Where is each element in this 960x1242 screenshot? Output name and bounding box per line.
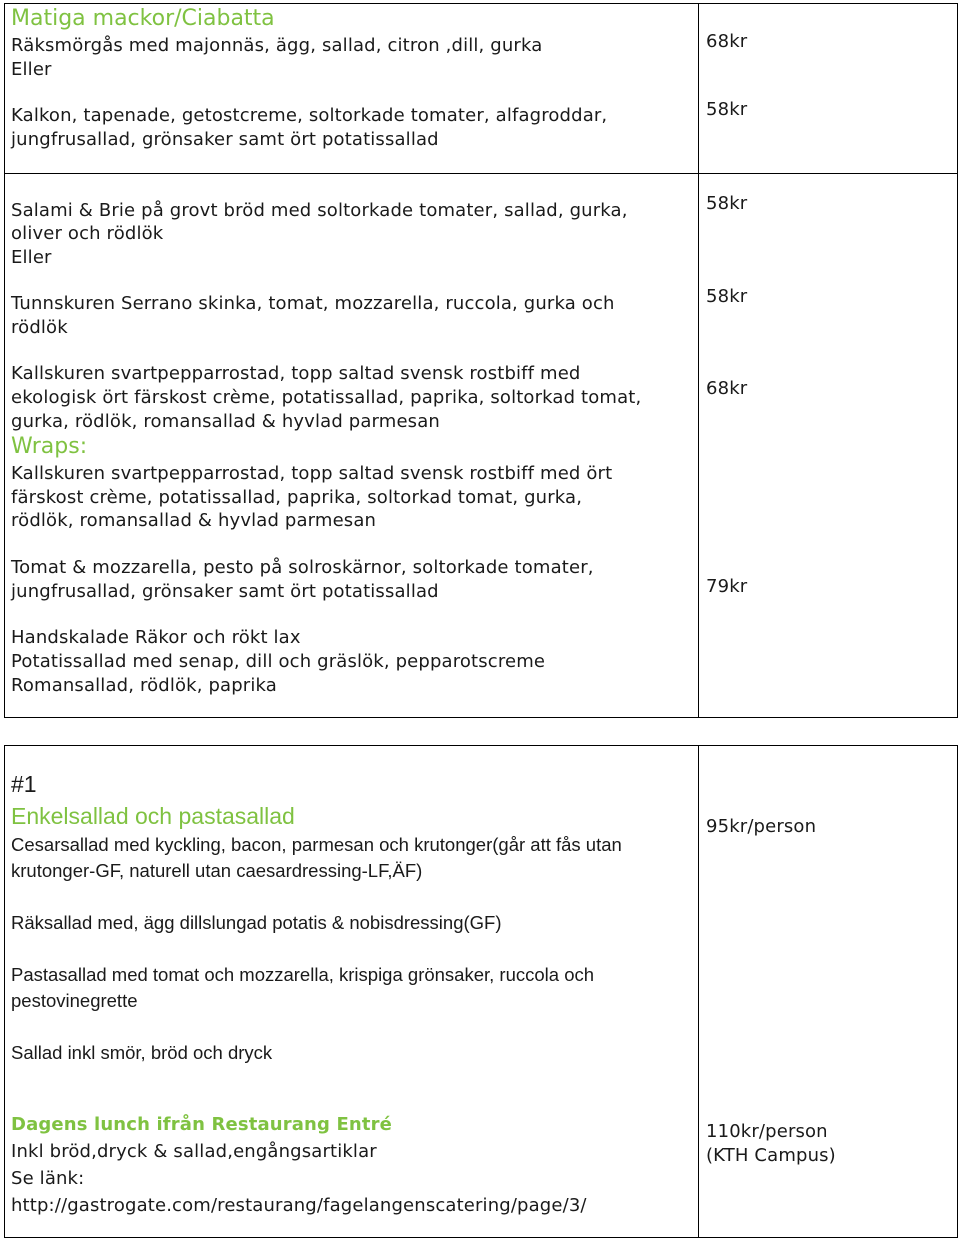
- table1-border-top: [4, 3, 958, 4]
- lunch-link[interactable]: http://gastrogate.com/restaurang/fagelangenscatering/page/3/: [11, 1195, 587, 1216]
- menu-item-line: Sallad inkl smör, bröd och dryck: [11, 1042, 273, 1063]
- menu-item-line: Kallskuren svartpepparrostad, topp saltad svensk rostbiff med: [11, 363, 581, 384]
- menu-item-line: Potatissallad med senap, dill och gräslök, pepparotscreme: [11, 651, 546, 672]
- menu-item-line: krutonger-GF, naturell utan caesardressing-LF,ÄF): [11, 860, 423, 881]
- menu-item-line: ekologisk ört färskost crème, potatissallad, paprika, soltorkad tomat,: [11, 387, 642, 408]
- table1-border-mid: [698, 3, 699, 718]
- price-note: (KTH Campus): [706, 1145, 836, 1166]
- price: 68kr: [706, 31, 748, 52]
- menu-item-line: Kallskuren svartpepparrostad, topp saltad svensk rostbiff med ört: [11, 463, 613, 484]
- price: 95kr/person: [706, 816, 817, 837]
- table2-border-right: [957, 745, 958, 1238]
- menu-item-line: rödlök, romansallad & hyvlad parmesan: [11, 510, 377, 531]
- menu-item-line: Eller: [11, 247, 52, 268]
- menu-item-line: jungfrusallad, grönsaker samt ört potatissallad: [11, 129, 439, 150]
- lunch-heading: Dagens lunch ifrån Restaurang Entré: [11, 1114, 393, 1135]
- salads-heading: Enkelsallad och pastasallad: [11, 803, 295, 829]
- menu-item-line: jungfrusallad, grönsaker samt ört potatissallad: [11, 581, 439, 602]
- menu-item-line: pestovinegrette: [11, 990, 138, 1011]
- table1-row-divider: [4, 173, 958, 174]
- table2-border-bottom: [4, 1237, 958, 1238]
- menu-item-line: Inkl bröd,dryck & sallad,engångsartiklar: [11, 1141, 377, 1162]
- table2-border-top: [4, 745, 958, 746]
- price: 79kr: [706, 576, 748, 597]
- price: 68kr: [706, 378, 748, 399]
- menu-item-line: Räksallad med, ägg dillslungad potatis & nobisdressing(GF): [11, 912, 502, 933]
- menu-item-line: Romansallad, rödlök, paprika: [11, 675, 277, 696]
- menu-item-line: Handskalade Räkor och rökt lax: [11, 627, 301, 648]
- table1-border-left: [4, 3, 5, 718]
- menu-item-line: Salami & Brie på grovt bröd med soltorkade tomater, sallad, gurka,: [11, 200, 628, 221]
- menu-item-line: Kalkon, tapenade, getostcreme, soltorkade tomater, alfagroddar,: [11, 105, 608, 126]
- menu-item-line: färskost crème, potatissallad, paprika, soltorkad tomat, gurka,: [11, 487, 583, 508]
- table2-border-mid: [698, 745, 699, 1238]
- table2-border-left: [4, 745, 5, 1238]
- menu-item-line: Tunnskuren Serrano skinka, tomat, mozzarella, ruccola, gurka och: [11, 293, 615, 314]
- menu-item-line: Cesarsallad med kyckling, bacon, parmesan och krutonger(går att fås utan: [11, 834, 622, 855]
- table1-border-right: [957, 3, 958, 718]
- menu-item-line: Se länk:: [11, 1168, 85, 1189]
- menu-item-line: rödlök: [11, 317, 68, 338]
- table1-border-bottom: [4, 717, 958, 718]
- menu-item-line: Eller: [11, 59, 52, 80]
- price: 58kr: [706, 99, 748, 120]
- price: 58kr: [706, 286, 748, 307]
- menu-item-line: Räksmörgås med majonnäs, ägg, sallad, citron ,dill, gurka: [11, 35, 543, 56]
- menu-item-line: gurka, rödlök, romansallad & hyvlad parmesan: [11, 411, 440, 432]
- price: 58kr: [706, 193, 748, 214]
- price: 110kr/person: [706, 1121, 828, 1142]
- salad-number: #1: [11, 771, 37, 797]
- menu-item-line: Pastasallad med tomat och mozzarella, krispiga grönsaker, ruccola och: [11, 964, 595, 985]
- menu-item-line: oliver och rödlök: [11, 223, 164, 244]
- sandwiches-heading: Matiga mackor/Ciabatta: [11, 6, 275, 31]
- menu-item-line: Tomat & mozzarella, pesto på solroskärnor, soltorkade tomater,: [11, 557, 594, 578]
- wraps-heading: Wraps:: [11, 434, 88, 459]
